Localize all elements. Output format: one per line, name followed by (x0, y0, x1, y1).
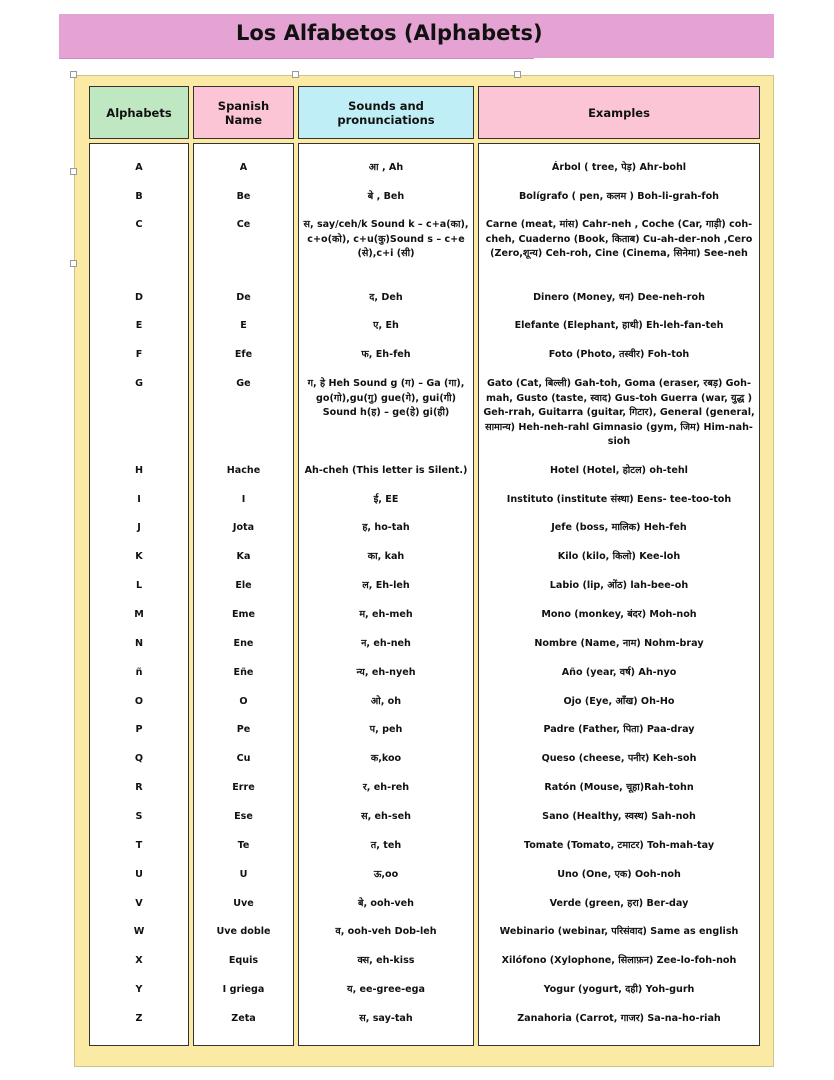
sound-pronunciation: न्य, eh-nyeh (356, 667, 416, 678)
spanish-name: Eñe (233, 667, 254, 678)
spanish-name: Equis (228, 955, 259, 966)
resize-handle-top-left[interactable] (70, 71, 77, 78)
spanish-name: Pe (236, 724, 251, 735)
spanish-name: Efe (234, 349, 253, 360)
alphabet-letter: D (135, 292, 143, 303)
header-examples (478, 86, 760, 139)
alphabet-letter: Q (134, 753, 144, 764)
spanish-name: Ele (235, 580, 252, 591)
spanish-name: O (239, 696, 248, 707)
example-word: Yogur (yogurt, दही) Yoh-gurh (543, 984, 695, 995)
example-word: Mono (monkey, बंदर) Moh-noh (541, 609, 697, 620)
spanish-name: Eme (231, 609, 256, 620)
sound-pronunciation: बे , Beh (367, 191, 405, 202)
example-word: Árbol ( tree, पेड़) Ahr-bohl (551, 162, 687, 173)
sound-pronunciation: द, Deh (369, 292, 403, 303)
alphabet-letter: X (135, 955, 143, 966)
sound-pronunciation: क्स, eh-kiss (357, 955, 415, 966)
spanish-name: I griega (222, 984, 265, 995)
spanish-name: Be (236, 191, 251, 202)
spanish-name: Uve doble (216, 926, 271, 937)
example-word: Bolígrafo ( pen, कलम ) Boh-li-grah-foh (519, 191, 719, 202)
sound-pronunciation: फ, Eh-feh (361, 349, 411, 360)
sound-pronunciation: क,koo (370, 753, 402, 764)
alphabet-letter: O (134, 696, 144, 707)
header-alphabets (89, 86, 189, 139)
alphabet-letter: S (135, 811, 143, 822)
alphabet-letter: G (135, 378, 143, 389)
spanish-name: De (236, 292, 251, 303)
header-spanish-name (193, 86, 294, 139)
alphabet-letter: T (135, 840, 143, 851)
header-examples-label: Examples (588, 105, 650, 120)
example-word: Hotel (Hotel, होटल) oh-tehl (550, 465, 688, 476)
example-word: Carne (meat, मांस) Cahr-neh , Coche (Car, गाड़ी) coh-cheh, Cuaderno (Book, किताब) Cu-ah-der-noh ,Cero (Zero,शून्य) Ceh-roh, Cine (Cinema, सिनेमा) See-neh (485, 219, 753, 259)
example-word: Uno (One, एक) Ooh-noh (557, 869, 681, 880)
sound-pronunciation: म, eh-meh (359, 609, 413, 620)
sound-pronunciation: का, kah (367, 551, 405, 562)
column-alphabets (89, 143, 189, 1046)
alphabet-letter: C (135, 219, 143, 230)
sound-pronunciation: व, ooh-veh Dob-leh (335, 926, 437, 937)
sound-pronunciation: आ , Ah (368, 162, 404, 173)
example-word: Verde (green, हरा) Ber-day (549, 898, 689, 909)
alphabet-letter: L (135, 580, 143, 591)
alphabet-letter: A (135, 162, 143, 173)
example-word: Nombre (Name, नाम) Nohm-bray (534, 638, 704, 649)
resize-handle-left-middle[interactable] (70, 168, 77, 175)
sound-pronunciation: ग, हे Heh Sound g (ग) – Ga (गा), go(गो),gu(गु) gue(गे), gui(गी) Sound h(ह) – ge(हे) gi(ही) (307, 378, 465, 418)
column-examples (478, 143, 760, 1046)
sound-pronunciation: य, ee-gree-ega (347, 984, 425, 995)
spanish-name: Ce (236, 219, 251, 230)
spanish-name: I (241, 494, 246, 505)
alphabet-letter: R (135, 782, 143, 793)
alphabet-letter: Z (135, 1013, 143, 1024)
sound-pronunciation: र, eh-reh (362, 782, 410, 793)
alphabet-letter: V (135, 898, 143, 909)
example-word: Queso (cheese, पनीर) Keh-soh (541, 753, 697, 764)
spanish-name: Ge (236, 378, 251, 389)
spanish-name: Te (237, 840, 250, 851)
alphabet-letter: B (135, 191, 143, 202)
example-word: Padre (Father, पिता) Paa-dray (543, 724, 695, 735)
spanish-name: A (239, 162, 248, 173)
sound-pronunciation: स, say-tah (359, 1013, 413, 1024)
sound-pronunciation: ल, Eh-leh (362, 580, 410, 591)
sound-pronunciation: ई, EE (373, 494, 399, 505)
alphabet-letter: M (134, 609, 144, 620)
spanish-name: Ka (236, 551, 251, 562)
sound-pronunciation: बे, ooh-veh (357, 898, 415, 909)
header-sounds-label: Sounds and pronunciations (337, 98, 435, 127)
sound-pronunciation: स, say/ceh/k Sound k – c+a(का), c+o(को), c+u(कु)Sound s – c+e (से),c+i (सी) (303, 219, 469, 259)
alphabet-letter: K (135, 551, 143, 562)
spanish-name: E (240, 320, 247, 331)
title-underline (59, 58, 534, 59)
sound-pronunciation: न, eh-neh (361, 638, 411, 649)
sound-pronunciation: ह, ho-tah (362, 522, 410, 533)
spanish-name: Jota (232, 522, 255, 533)
alphabet-letter: E (135, 320, 143, 331)
header-spanish-name-label: Spanish Name (217, 98, 270, 127)
example-word: Gato (Cat, बिल्ली) Gah-toh, Goma (eraser, रबड़) Goh-mah, Gusto (taste, स्वाद) Gus-toh Guerra (war, युद्ध ) Geh-rrah, Guitarra (guitar, गिटार), General (general, सामान्य) Heh-neh-rahl Gimnasio (gym, जिम) Him-nah-sioh (483, 378, 755, 447)
example-word: Webinario (webinar, परिसंवाद) Same as english (499, 926, 739, 937)
sound-pronunciation: ऊ,oo (373, 869, 399, 880)
resize-handle-top-middle[interactable] (292, 71, 299, 78)
alphabet-letter: H (134, 465, 144, 476)
resize-handle-left-lower[interactable] (70, 260, 77, 267)
example-word: Año (year, वर्ष) Ah-nyo (561, 667, 677, 678)
example-word: Labio (lip, ओंठ) lah-bee-oh (549, 580, 689, 591)
example-word: Elefante (Elephant, हाथी) Eh-leh-fan-teh (514, 320, 724, 331)
spanish-name: Ene (233, 638, 254, 649)
example-word: Sano (Healthy, स्वस्थ) Sah-noh (542, 811, 696, 822)
example-word: Zanahoria (Carrot, गाजर) Sa-na-ho-riah (517, 1013, 721, 1024)
example-word: Kilo (kilo, किलो) Kee-loh (557, 551, 681, 562)
example-word: Ratón (Mouse, चूहा)Rah-tohn (544, 782, 694, 793)
column-spanish-name (193, 143, 294, 1046)
alphabet-letter: I (137, 494, 141, 505)
spanish-name: Cu (236, 753, 251, 764)
page-title: Los Alfabetos (Alphabets) (236, 21, 543, 45)
example-word: Xilófono (Xylophone, सिलाफ़न) Zee-lo-foh-noh (501, 955, 737, 966)
sound-pronunciation: ए, Eh (373, 320, 399, 331)
sound-pronunciation: प, peh (369, 724, 403, 735)
spanish-name: U (239, 869, 248, 880)
alphabet-letter: J (137, 522, 141, 533)
alphabet-letter: W (133, 926, 145, 937)
alphabet-letter: U (135, 869, 143, 880)
resize-handle-top-right[interactable] (514, 71, 521, 78)
title-bar (59, 14, 774, 58)
alphabet-letter: N (134, 638, 144, 649)
header-alphabets-label: Alphabets (106, 105, 172, 120)
alphabet-letter: ñ (135, 667, 143, 678)
sound-pronunciation: ओ, oh (370, 696, 402, 707)
sound-pronunciation: स, eh-seh (361, 811, 411, 822)
sound-pronunciation: Ah-cheh (This letter is Silent.) (304, 465, 468, 476)
spanish-name: Zeta (231, 1013, 256, 1024)
example-word: Tomate (Tomato, टमाटर) Toh-mah-tay (523, 840, 715, 851)
spanish-name: Erre (232, 782, 255, 793)
alphabet-letter: P (135, 724, 143, 735)
column-sounds (298, 143, 474, 1046)
alphabet-letter: F (135, 349, 143, 360)
sound-pronunciation: त, teh (370, 840, 402, 851)
spanish-name: Uve (233, 898, 254, 909)
example-word: Instituto (institute संस्था) Eens- tee-too-toh (506, 494, 732, 505)
example-word: Foto (Photo, तस्वीर) Foh-toh (548, 349, 690, 360)
header-sounds (298, 86, 474, 139)
alphabet-letter: Y (135, 984, 143, 995)
example-word: Jefe (boss, मालिक) Heh-feh (551, 522, 687, 533)
example-word: Ojo (Eye, आँख) Oh-Ho (563, 696, 675, 707)
spanish-name: Ese (234, 811, 253, 822)
spanish-name: Hache (226, 465, 261, 476)
example-word: Dinero (Money, धन) Dee-neh-roh (533, 292, 705, 303)
